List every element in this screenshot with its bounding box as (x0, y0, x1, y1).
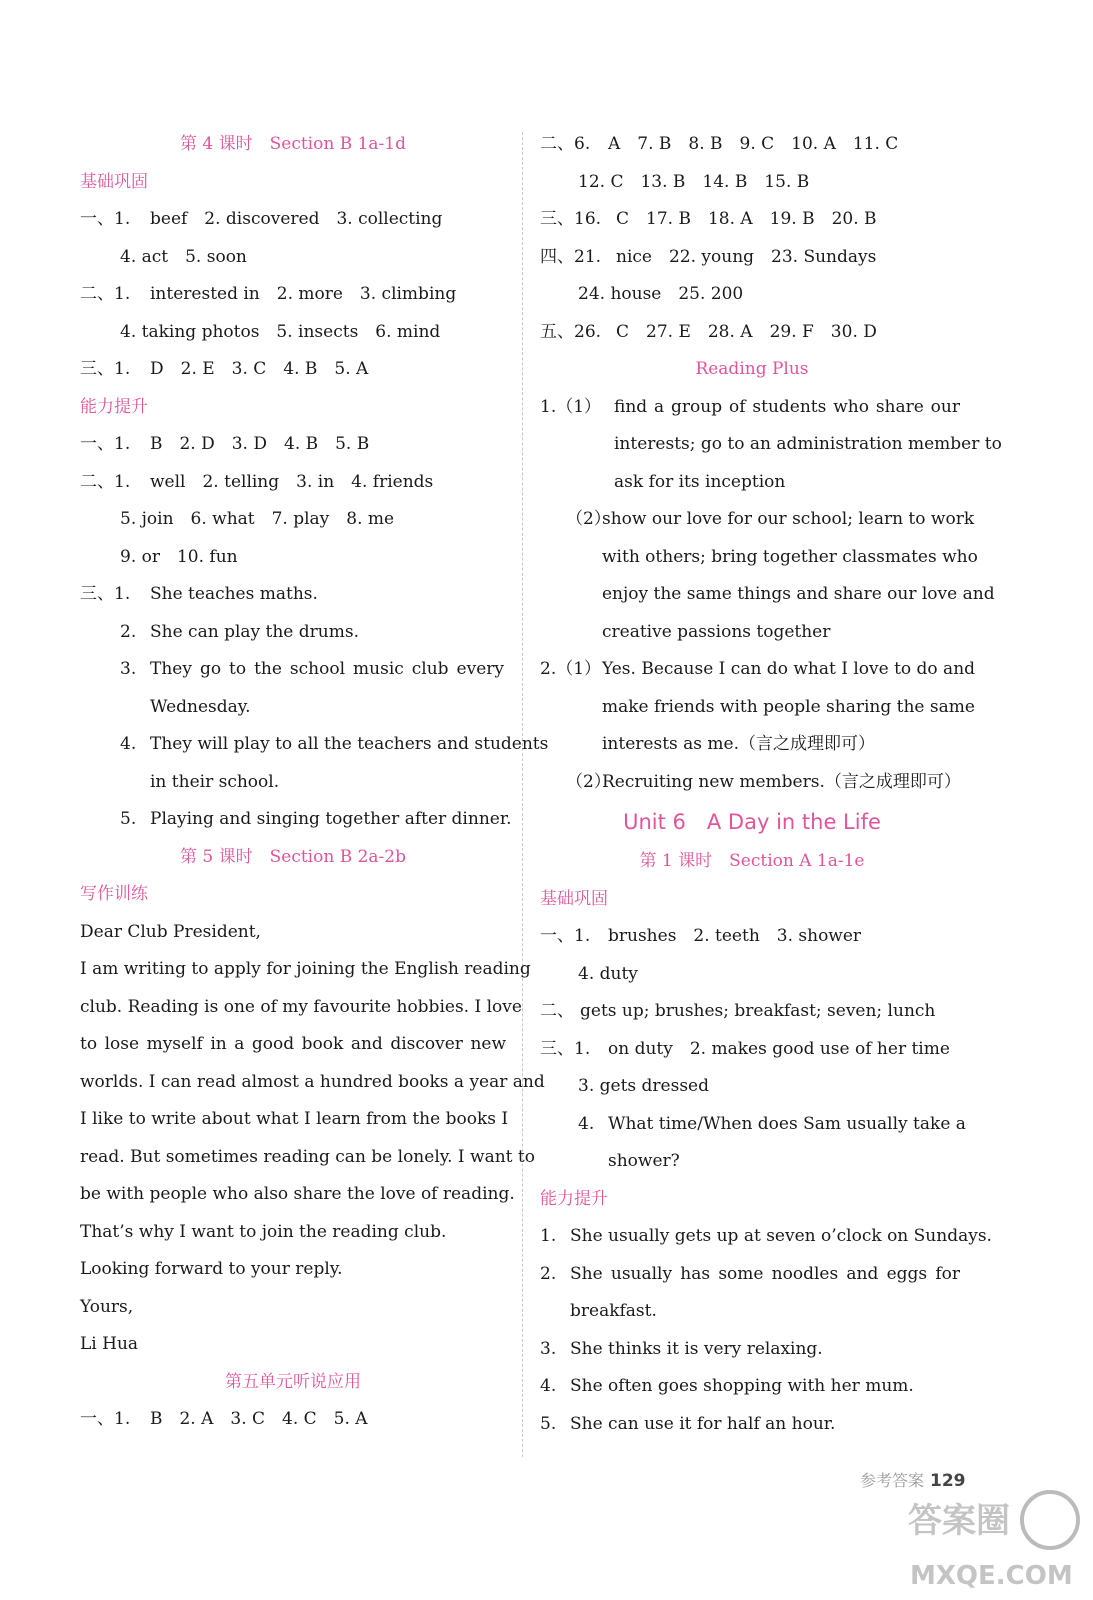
answer-line: 4. taking photos 5. insects 6. mind (120, 321, 441, 342)
answer-line: 二、 gets up; brushes; breakfast; seven; lunch (540, 1001, 936, 1021)
answer-line: 4. act 5. soon (120, 246, 247, 267)
answer-line: 四、21. nice 22. young 23. Sundays (540, 246, 877, 267)
answer-line: 4. They will play to all the teachers and students (120, 734, 549, 754)
right-column (540, 126, 1002, 1443)
section-heading: 基础巩固 (80, 171, 148, 192)
answer-line: make friends with people sharing the same (602, 696, 975, 717)
section-heading: 能力提升 (80, 396, 148, 417)
letter-line: Looking forward to your reply. (80, 1259, 343, 1279)
left-column (80, 126, 549, 1439)
answer-line: 一、1. B 2. A 3. C 4. C 5. A (80, 1409, 368, 1429)
letter-line: That’s why I want to join the reading club. (80, 1221, 447, 1242)
answer-line: 二、1. well 2. telling 3. in 4. friends (80, 471, 434, 492)
answer-line: interests as me.（言之成理即可） (602, 734, 875, 754)
answer-line: 3. She thinks it is very relaxing. (540, 1338, 823, 1359)
watermark-logo (900, 1480, 1090, 1598)
letter-line: club. Reading is one of my favourite hobbies. I love (80, 996, 522, 1017)
answer-line: 5. join 6. what 7. play 8. me (120, 509, 395, 529)
answer-line: 9. or 10. fun (120, 546, 238, 567)
answer-line: 3. They go to the school music club every (120, 659, 504, 679)
letter-line: read. But sometimes reading can be lonely. I want to (80, 1146, 535, 1167)
letter-line: be with people who also share the love of reading. (80, 1184, 515, 1204)
answer-line: 5. She can use it for half an hour. (540, 1413, 836, 1434)
answer-line: 1.（1） find a group of students who share our (540, 396, 960, 417)
answer-line: 4. What time/When does Sam usually take a (578, 1113, 966, 1134)
answer-line: 三、16. C 17. B 18. A 19. B 20. B (540, 209, 877, 229)
letter-line: worlds. I can read almost a hundred books a year and (80, 1071, 545, 1092)
answer-line: enjoy the same things and share our love and (602, 584, 995, 604)
letter-line: Dear Club President, (80, 921, 261, 942)
answer-line: 一、1. beef 2. discovered 3. collecting (80, 209, 443, 229)
answer-line: with others; bring together classmates who (602, 546, 978, 567)
letter-line: I like to write about what I learn from the books I (80, 1109, 509, 1129)
letter-line: Li Hua (80, 1334, 139, 1354)
letter-line: I am writing to apply for joining the English reading (80, 959, 531, 979)
answer-line: breakfast. (570, 1301, 657, 1321)
answer-line: 5. Playing and singing together after dinner. (120, 809, 512, 829)
svg-text:MXQE.COM: MXQE.COM (910, 1561, 1073, 1591)
lesson-title: 第 1 课时 Section A 1a-1e (639, 851, 865, 871)
answer-line: 24. house 25. 200 (578, 284, 744, 304)
svg-text:答案圈: 答案圈 (908, 1501, 1010, 1541)
answer-line: （2） show our love for our school; learn to work (566, 509, 975, 529)
lesson-title: 第五单元听说应用 (225, 1371, 361, 1392)
answer-line: 4. duty (578, 963, 638, 984)
answer-line: 2. She usually has some noodles and eggs for (540, 1263, 960, 1284)
answer-line: 1. She usually gets up at seven o’clock on Sundays. (540, 1226, 992, 1246)
answer-line: 一、1. B 2. D 3. D 4. B 5. B (80, 434, 370, 454)
answer-line: 一、1. brushes 2. teeth 3. shower (540, 926, 862, 946)
section-title: Reading Plus (695, 359, 809, 379)
letter-line: to lose myself in a good book and discover new (80, 1034, 506, 1054)
answer-line: 五、26. C 27. E 28. A 29. F 30. D (540, 321, 877, 342)
letter-line: Yours, (80, 1296, 134, 1317)
answer-line: 三、1. She teaches maths. (80, 584, 318, 604)
section-heading: 能力提升 (540, 1188, 608, 1209)
answer-line: （2） Recruiting new members.（言之成理即可） (566, 771, 961, 792)
column-divider (522, 132, 523, 1457)
page-number: 129 (930, 1471, 966, 1491)
answer-line: 3. gets dressed (578, 1076, 709, 1096)
answer-line: Wednesday. (150, 696, 251, 717)
answer-line: 三、1. D 2. E 3. C 4. B 5. A (80, 359, 369, 379)
answer-line: 二、1. interested in 2. more 3. climbing (80, 284, 457, 304)
answer-line: 2. She can play the drums. (120, 621, 359, 642)
answer-line: interests; go to an administration member to (614, 434, 1002, 454)
answer-line: in their school. (150, 771, 280, 792)
lesson-title: 第 5 课时 Section B 2a-2b (180, 846, 406, 867)
unit-title: Unit 6 A Day in the Life (623, 810, 881, 834)
answer-line: 二、6. A 7. B 8. B 9. C 10. A 11. C (540, 134, 899, 154)
answer-line: 4. She often goes shopping with her mum. (540, 1376, 914, 1396)
answer-line: 2.（1） Yes. Because I can do what I love to do and (540, 659, 976, 679)
answer-line: creative passions together (602, 621, 831, 642)
answer-line: 三、1. on duty 2. makes good use of her time (540, 1038, 950, 1059)
answer-line: shower? (608, 1151, 680, 1171)
section-heading: 基础巩固 (540, 888, 608, 909)
answer-line: ask for its inception (614, 471, 786, 492)
section-heading: 写作训练 (80, 884, 148, 904)
lesson-title: 第 4 课时 Section B 1a-1d (180, 134, 406, 154)
answer-line: 12. C 13. B 14. B 15. B (578, 171, 810, 192)
footer-label: 参考答案 (860, 1471, 925, 1490)
